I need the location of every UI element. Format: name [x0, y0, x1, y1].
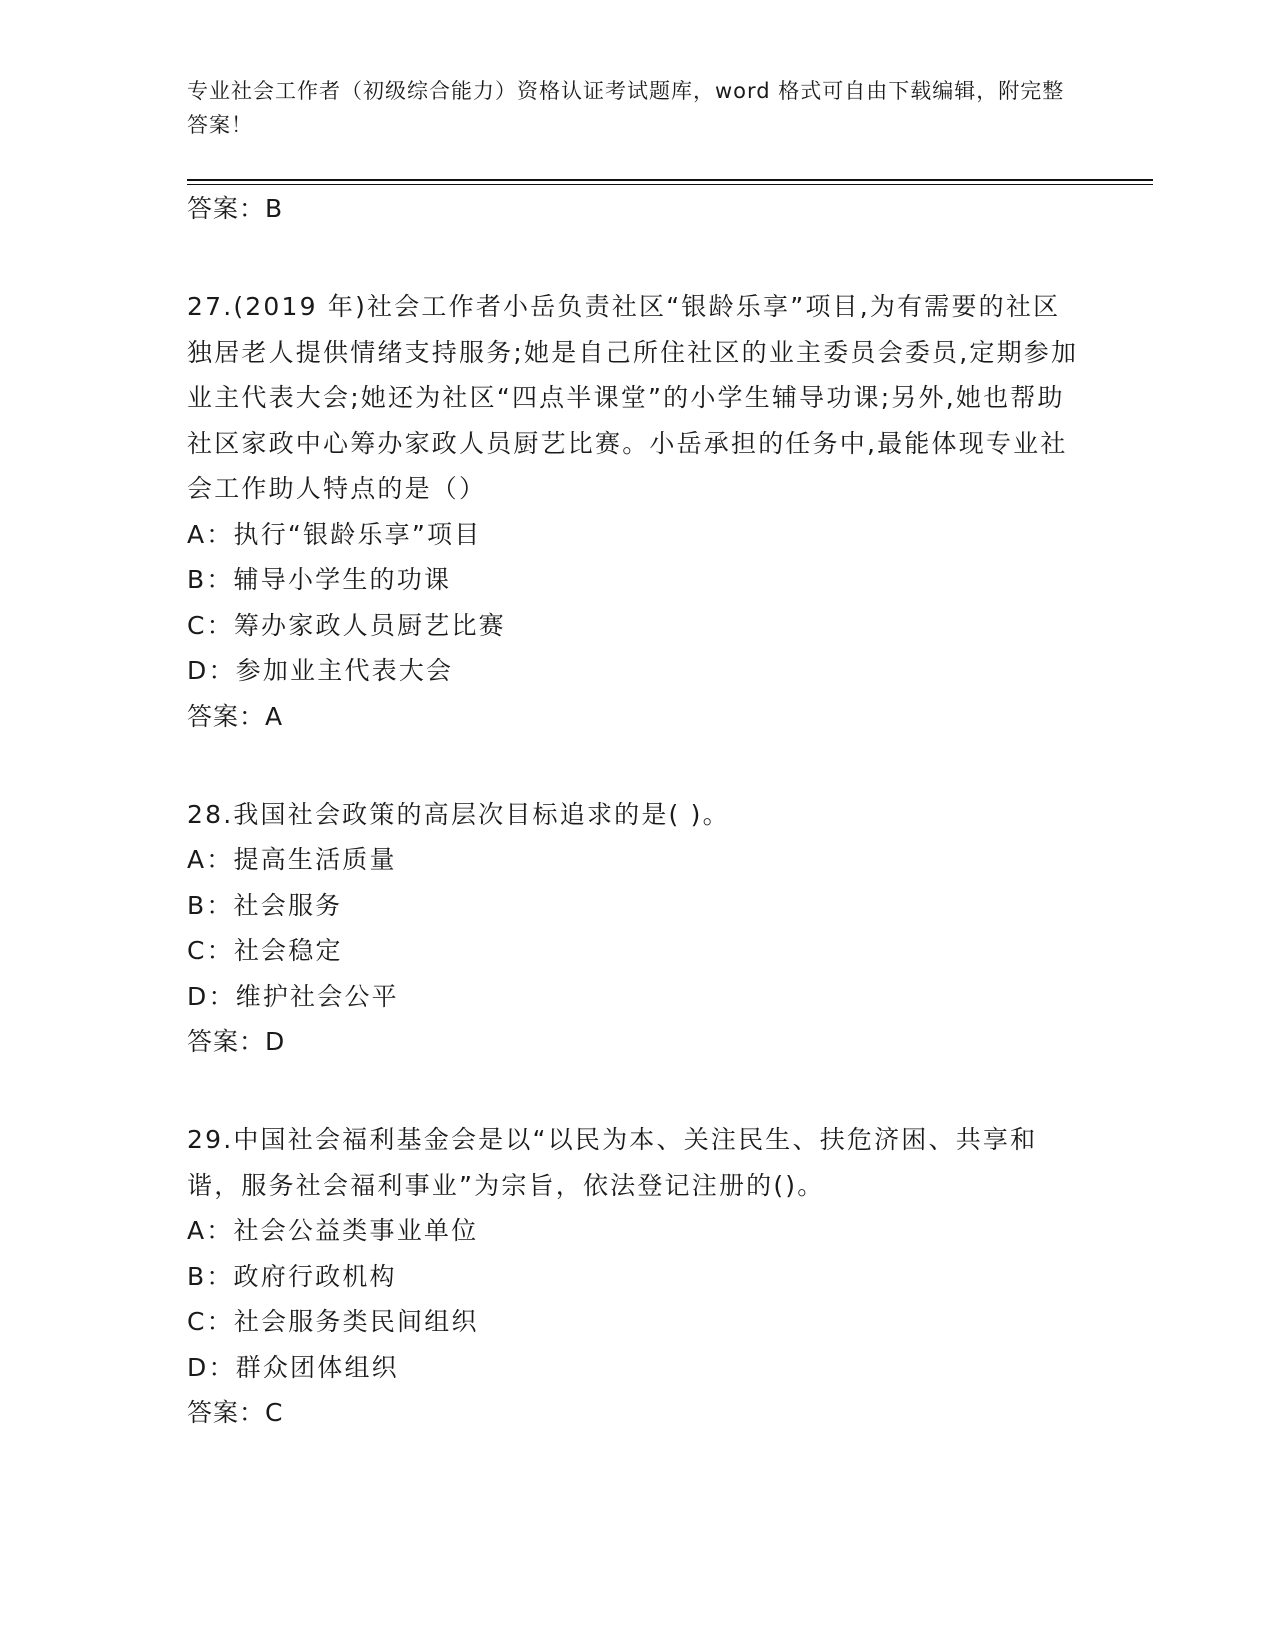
question-stem: 27.(2019 年)社会工作者小岳负责社区“银龄乐享”项目,为有需要的社区独居老人提供情绪支持服务;她是自己所住社区的业主委员会委员,定期参加业主代表大会;她还为社区“四点半课堂”的小学生辅导功课;另外,她也帮助社区家政中心筹办家政人员厨艺比赛。小岳承担的任务中,最能体现专业社会工作助人特点的是（） — [187, 292, 1079, 503]
question-block — [187, 792, 1087, 1066]
answer-line: 答案：B — [187, 194, 284, 223]
option-d: D：维护社会公平 — [187, 981, 399, 1011]
option-b: B：社会服务 — [187, 890, 343, 920]
option-b: B：辅导小学生的功课 — [187, 565, 452, 594]
question-stem: 28.我国社会政策的高层次目标追求的是( )。 — [187, 799, 730, 829]
question-stem: 29.中国社会福利基金会是以“以民为本、关注民生、扶危济困、共享和谐，服务社会福利事业”为宗旨，依法登记注册的()。 — [187, 1125, 1038, 1200]
option-c: C：社会服务类民间组织 — [187, 1307, 479, 1336]
option-a: A：执行“银龄乐享”项目 — [187, 519, 482, 549]
option-a: A：提高生活质量 — [187, 845, 397, 874]
option-b: B：政府行政机构 — [187, 1261, 397, 1291]
option-a: A：社会公益类事业单位 — [187, 1216, 479, 1245]
answer-line: 答案：D — [187, 1027, 286, 1056]
header-divider-thin — [187, 184, 1153, 185]
option-c: C：筹办家政人员厨艺比赛 — [187, 610, 506, 640]
option-c: C：社会稳定 — [187, 936, 343, 965]
header-divider — [187, 179, 1153, 181]
answer-line: 答案：A — [187, 701, 284, 731]
question-list — [187, 186, 1087, 1436]
option-d: D：参加业主代表大会 — [187, 656, 454, 685]
option-d: D：群众团体组织 — [187, 1352, 399, 1382]
page-header: 专业社会工作者（初级综合能力）资格认证考试题库，word 格式可自由下载编辑，附完整答案！ — [187, 79, 1065, 137]
question-block — [187, 284, 1087, 740]
question-block — [187, 1117, 1087, 1436]
answer-line: 答案：C — [187, 1398, 284, 1427]
